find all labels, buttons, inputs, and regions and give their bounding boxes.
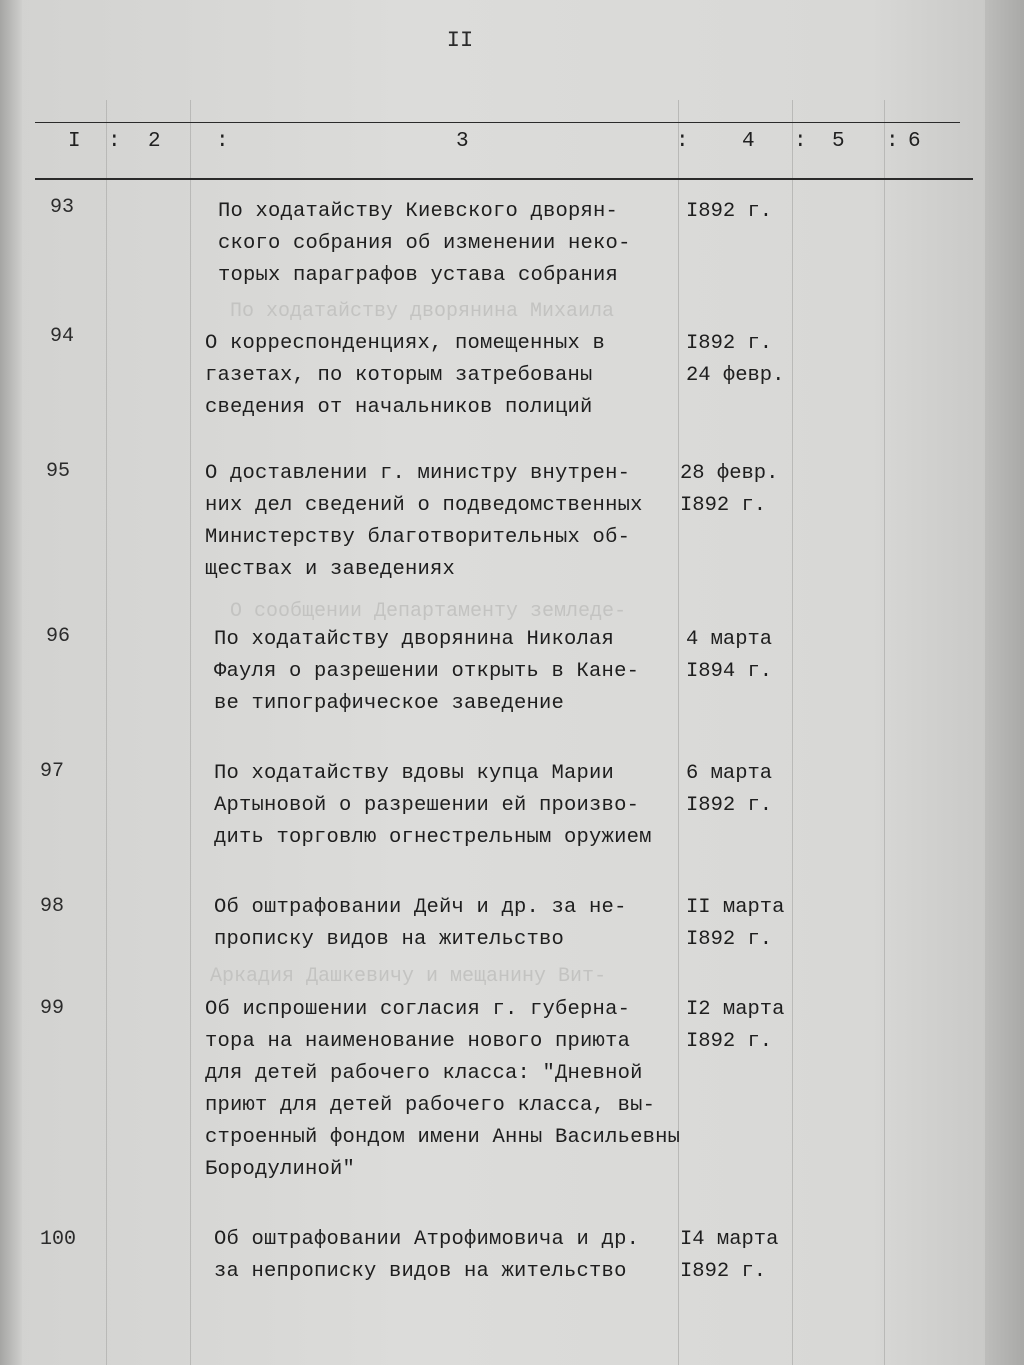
entry-number: 97 (40, 760, 65, 783)
col-header-sep: : (886, 130, 899, 153)
entry-date: 28 февр. I892 г. (680, 462, 779, 517)
entry-description: По ходатайству дворянина Николая Фауля о разрешении открыть в Кане- ве типографическое заведение (214, 628, 640, 715)
entry-description: О корреспонденциях, помещенных в газетах, по которым затребованы сведения от начальников полиций (205, 332, 606, 419)
bleed-through-text: Аркадия Дашкевичу и мещанину Вит- (210, 965, 607, 988)
col-header-6: 6 (908, 130, 921, 153)
entry-number: 94 (50, 325, 75, 348)
entry-description: О доставлении г. министру внутрен- них дел сведений о подведомственных Министерству благотворительных об- ществах и заведениях (205, 462, 643, 581)
col-header-sep: : (108, 130, 121, 153)
entry-date: I2 марта I892 г. (686, 998, 785, 1053)
binding-edge (0, 0, 22, 1365)
entry-number: 99 (40, 997, 65, 1020)
bleed-through-text: О сообщении Департаменту земледе- (230, 600, 627, 623)
entry-date: I892 г. (686, 200, 773, 223)
entry-description: Об оштрафовании Дейч и др. за не- прописку видов на жительство (214, 896, 627, 951)
entry-number: 96 (46, 625, 71, 648)
entry-description: Об испрошении согласия г. губерна- тора на наименование нового приюта для детей рабочего класса: "Дневной приют для детей рабочего класса, вы- строенный фондом имени Анны Васильевны Бородулиной" (205, 998, 681, 1181)
entry-number: 98 (40, 895, 65, 918)
column-divider (190, 100, 191, 1365)
bleed-through-text: По ходатайству дворянина Михаила (230, 300, 615, 323)
col-header-2: 2 (148, 130, 161, 153)
col-header-1: I (68, 130, 81, 153)
col-header-sep: : (794, 130, 807, 153)
header-top-rule (35, 122, 960, 123)
entry-description: По ходатайству Киевского дворян- ского собрания об изменении неко- торых параграфов устава собрания (218, 200, 631, 287)
entry-number: 93 (50, 196, 75, 219)
entry-number: 100 (40, 1228, 77, 1251)
entry-date: II марта I892 г. (686, 896, 785, 951)
col-header-3: 3 (456, 130, 469, 153)
column-divider (884, 100, 885, 1365)
entry-date: 6 марта I892 г. (686, 762, 773, 817)
col-header-sep: : (676, 130, 689, 153)
page-edge (985, 0, 1024, 1365)
entry-description: Об оштрафовании Атрофимовича и др. за непрописку видов на жительство (214, 1228, 640, 1283)
entry-description: По ходатайству вдовы купца Марии Артыновой о разрешении ей произво- дить торговлю огнестрельным оружием (214, 762, 652, 849)
column-divider (106, 100, 107, 1365)
header-bottom-rule (35, 178, 973, 180)
col-header-5: 5 (832, 130, 845, 153)
entry-number: 95 (46, 460, 71, 483)
entry-date: 4 марта I894 г. (686, 628, 773, 683)
page-number: II (446, 28, 474, 53)
entry-date: I4 марта I892 г. (680, 1228, 779, 1283)
col-header-4: 4 (742, 130, 755, 153)
entry-date: I892 г. 24 февр. (686, 332, 785, 387)
col-header-sep: : (216, 130, 229, 153)
column-divider (792, 100, 793, 1365)
